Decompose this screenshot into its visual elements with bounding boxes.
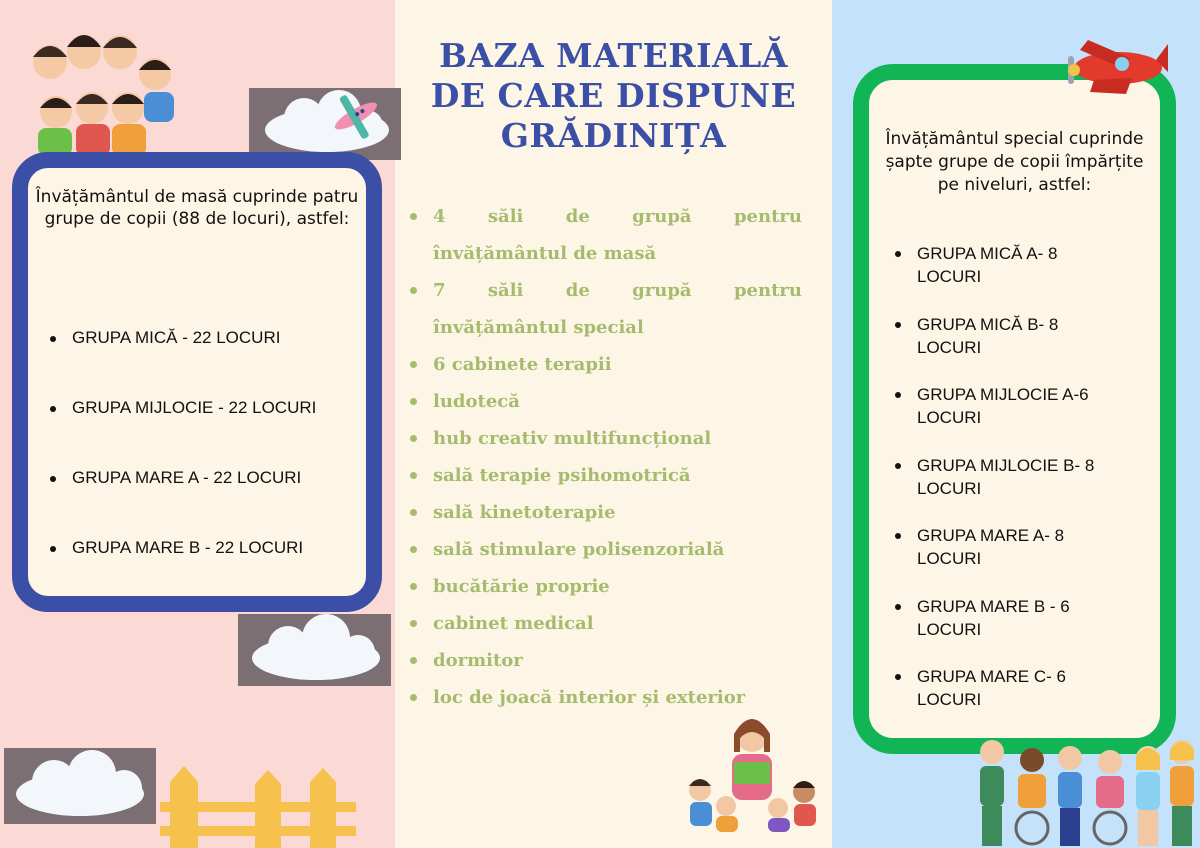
red-airplane-icon <box>1060 20 1172 102</box>
diverse-children-icon <box>970 736 1200 848</box>
list-item: GRUPA MICĂ A- 8 LOCURI <box>895 242 1125 313</box>
list-item: dormitor <box>410 642 802 679</box>
list-item: bucătărie proprie <box>410 568 802 605</box>
list-item <box>410 198 802 272</box>
list-item: cabinet medical <box>410 605 802 642</box>
list-item: GRUPA MARE A - 22 LOCURI <box>50 468 316 538</box>
list-item: GRUPA MIJLOCIE A-6 LOCURI <box>895 383 1125 454</box>
list-item: GRUPA MARE B - 22 LOCURI <box>50 538 316 608</box>
list-item: loc de joacă interior și exterior <box>410 679 802 716</box>
airplane-icon <box>326 86 386 146</box>
facilities-list <box>410 198 802 716</box>
cloud-icon <box>238 614 391 686</box>
list-item: sală kinetoterapie <box>410 494 802 531</box>
list-item: GRUPA MARE A- 8 LOCURI <box>895 524 1125 595</box>
special-education-groups <box>895 242 1125 736</box>
list-item: sală terapie psihomotrică <box>410 457 802 494</box>
list-item <box>410 272 802 346</box>
list-item: GRUPA MICĂ B- 8 LOCURI <box>895 313 1125 384</box>
list-item: sală stimulare polisenzorială <box>410 531 802 568</box>
children-group-icon <box>10 12 190 157</box>
list-item: ludotecă <box>410 383 802 420</box>
title-line: GRĂDINIȚA <box>500 116 727 155</box>
mass-education-card <box>12 152 382 612</box>
list-item: GRUPA MIJLOCIE B- 8 LOCURI <box>895 454 1125 525</box>
fence-icon <box>160 762 360 848</box>
title-line: DE CARE DISPUNE <box>430 76 797 115</box>
facility-head: 7 săli de grupă pentru <box>433 280 802 301</box>
list-item: GRUPA MICĂ - 22 LOCURI <box>50 328 316 398</box>
list-item: 6 cabinete terapii <box>410 346 802 383</box>
facility-tail: învățământul de masă <box>433 243 657 264</box>
list-item: GRUPA MIJLOCIE - 22 LOCURI <box>50 398 316 468</box>
title-line: BAZA MATERIALĂ <box>439 36 788 75</box>
teacher-reading-icon <box>682 712 822 832</box>
mass-education-groups <box>50 328 316 608</box>
list-item: GRUPA MARE C- 6 LOCURI <box>895 665 1125 736</box>
special-education-card <box>853 64 1176 754</box>
mass-education-intro: Învățământul de masă cuprinde patru grupe de copii (88 de locuri), astfel: <box>35 187 359 229</box>
cloud-icon <box>4 748 156 824</box>
special-education-intro: Învățământul special cuprinde șapte grupe de copii împărțite pe niveluri, astfel: <box>885 129 1144 195</box>
list-item: GRUPA MARE B - 6 LOCURI <box>895 595 1125 666</box>
facility-head: 4 săli de grupă pentru <box>433 206 802 227</box>
facility-tail: învățământul special <box>433 317 644 338</box>
page-title <box>395 36 832 156</box>
list-item: hub creativ multifuncțional <box>410 420 802 457</box>
